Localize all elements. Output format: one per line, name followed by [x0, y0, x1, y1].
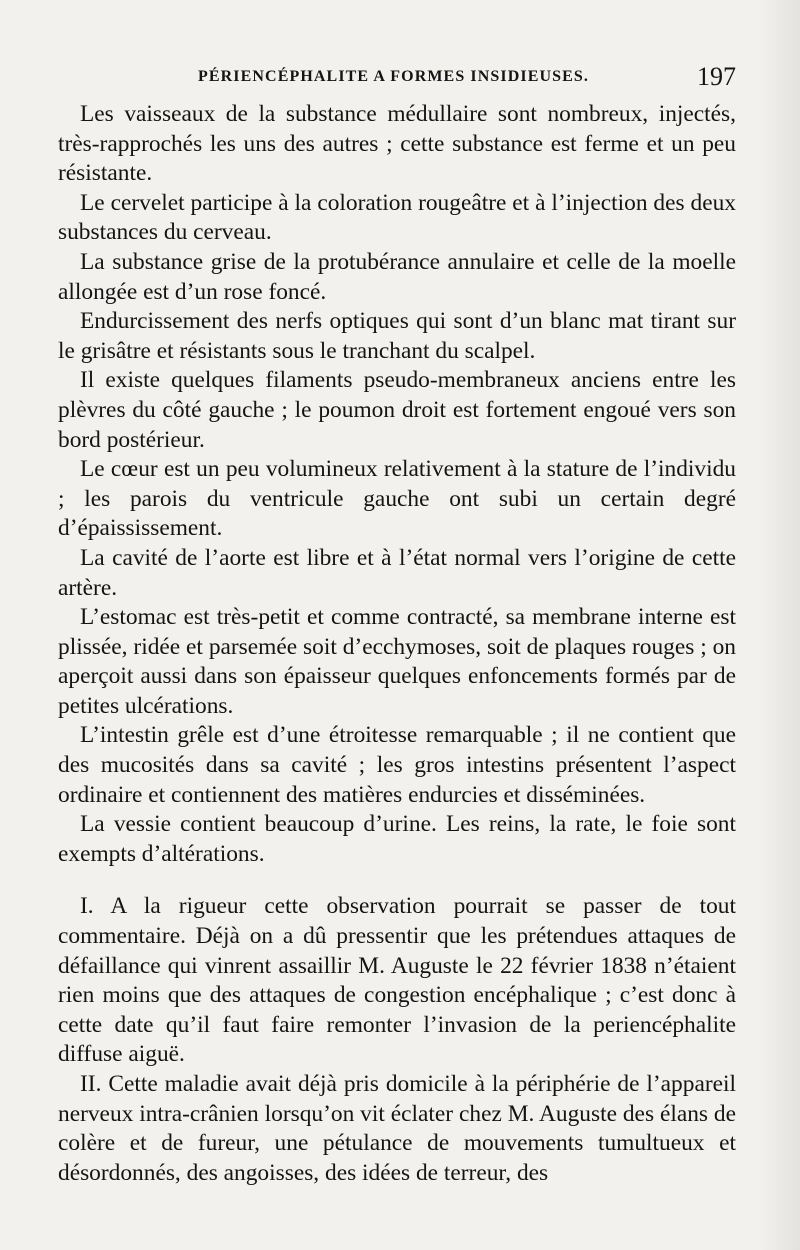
commentary-paragraph: I. A la rigueur cette observation pourrait se passer de tout commentaire. Déjà on a dû pressentir que les prétendues attaques de défaillance qui vinrent assaillir M. Auguste le 22 février 1838 n’étaient rien moins que des attaques de congestion encéphalique ; c’est donc à cette date qu’il faut faire remonter l’invasion de la periencéphalite diffuse aiguë. [58, 893, 736, 1068]
page-body [58, 100, 736, 1188]
page-header [58, 62, 736, 98]
paragraph: L’estomac est très-petit et comme contracté, sa membrane interne est plissée, ridée et parsemée soit d’ecchymoses, soit de plaques rouges ; on aperçoit aussi dans son épaisseur quelques enfoncements formés par de petites ulcérations. [58, 604, 736, 719]
page-number: 197 [697, 62, 736, 91]
paragraph: La substance grise de la protubérance annulaire et celle de la moelle allongée est d’un rose foncé. [58, 248, 736, 305]
paragraph: Le cervelet participe à la coloration rougeâtre et à l’injection des deux substances du cerveau. [58, 189, 736, 246]
paragraph: La cavité de l’aorte est libre et à l’état normal vers l’origine de cette artère. [58, 544, 736, 601]
paragraph: La vessie contient beaucoup d’urine. Les reins, la rate, le foie sont exempts d’altérations. [58, 811, 736, 867]
commentary-paragraph: II. Cette maladie avait déjà pris domicile à la périphérie de l’appareil nerveux intra-crânien lorsqu’on vit éclater chez M. Auguste des élans de colère et de fureur, une pétulance de mouvements tumultueux et désordonnés, des angoisses, des idées de terreur, des [58, 1071, 736, 1186]
paragraph: Les vaisseaux de la substance médullaire sont nombreux, injectés, très-rapprochés les uns des autres ; cette substance est ferme et un peu résistante. [58, 101, 736, 187]
paragraph: Il existe quelques filaments pseudo-membraneux anciens entre les plèvres du côté gauche ; le poumon droit est fortement engoué vers son bord postérieur. [58, 367, 736, 453]
page-edge-shadow [760, 0, 800, 1250]
paragraph: L’intestin grêle est d’une étroitesse remarquable ; il ne contient que des mucosités dans sa cavité ; les gros intestins présentent l’aspect ordinaire et contiennent des matières endurcies et disséminées. [58, 722, 736, 808]
paragraph: Endurcissement des nerfs optiques qui sont d’un blanc mat tirant sur le grisâtre et résistants sous le tranchant du scalpel. [58, 308, 736, 364]
paragraph: Le cœur est un peu volumineux relativement à la stature de l’individu ; les parois du ventricule gauche ont subi un certain degré d’épaississement. [58, 456, 736, 542]
running-head: PÉRIENCÉPHALITE A FORMES INSIDIEUSES. [198, 68, 590, 85]
section-gap [58, 869, 736, 892]
